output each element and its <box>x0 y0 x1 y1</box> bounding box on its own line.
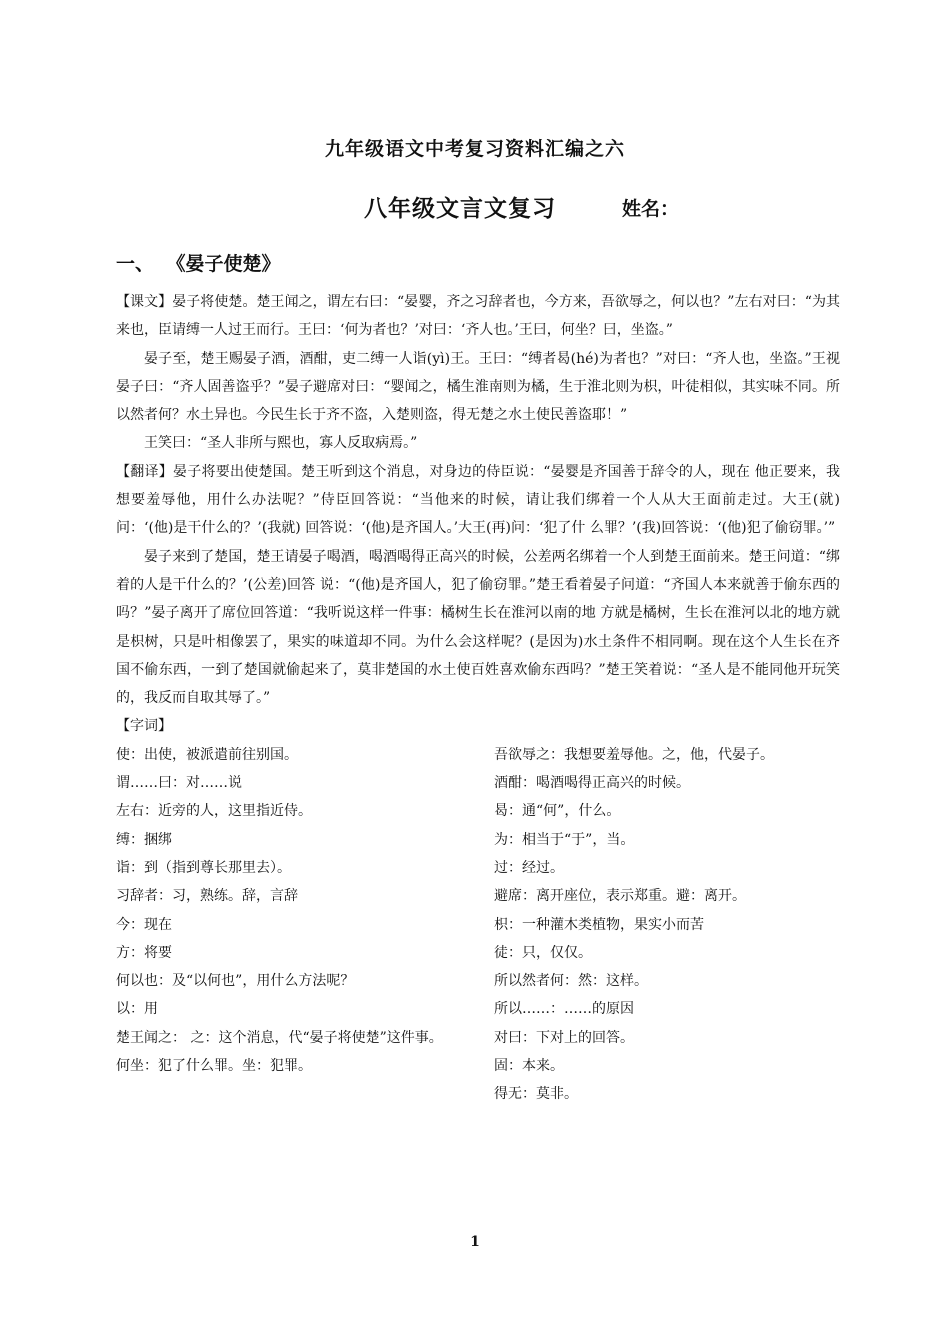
glossary-item: 徒：只，仅仅。 <box>494 944 592 961</box>
glossary-item: 枳：一种灌木类植物，果实小而苦 <box>494 916 704 933</box>
kewen-paragraph-3: 王笑曰：“圣人非所与熙也，寡人反取病焉。” <box>144 435 418 452</box>
glossary-item: 诣：到（指到尊长那里去）。 <box>116 859 291 876</box>
glossary-item: 何坐：犯了什么罪。坐：犯罪。 <box>116 1058 312 1075</box>
name-label: 姓名： <box>622 198 680 220</box>
glossary-item: 习辞者：习，熟练。辞，言辞 <box>116 888 298 905</box>
glossary-right-column <box>494 741 840 1109</box>
glossary-item: 左右：近旁的人，这里指近侍。 <box>116 803 312 820</box>
fanyi-label: 【翻译】 <box>116 463 173 480</box>
glossary-item: 对曰：下对上的回答。 <box>494 1029 634 1046</box>
section-heading <box>116 249 281 276</box>
zici-label: 【字词】 <box>116 718 172 735</box>
glossary-item: 今：现在 <box>116 916 172 933</box>
glossary-item: 使：出使，被派遣前往别国。 <box>116 746 298 763</box>
glossary-item: 酒酣：喝酒喝得正高兴的时候。 <box>494 775 690 792</box>
glossary-item: 所以然者何：然：这样。 <box>494 973 648 990</box>
glossary <box>116 741 840 1109</box>
glossary-item: 过：经过。 <box>494 859 564 876</box>
page-number: 1 <box>470 1234 480 1250</box>
glossary-item: 固：本来。 <box>494 1058 564 1075</box>
glossary-item: 所以……：……的原因 <box>494 1001 634 1018</box>
document-subtitle: 八年级文言文复习 <box>364 196 556 222</box>
glossary-item: 谓……曰：对……说 <box>116 775 242 792</box>
kewen-paragraph-1 <box>116 288 840 345</box>
glossary-item: 方：将要 <box>116 944 172 961</box>
glossary-item: 为：相当于“于”，当。 <box>494 831 635 848</box>
glossary-item: 曷：通“何”，什么。 <box>494 803 621 820</box>
glossary-item: 以：用 <box>116 1001 158 1018</box>
glossary-item: 得无：莫非。 <box>494 1086 578 1103</box>
section-title: 《晏子使楚》 <box>176 253 281 275</box>
document-body <box>116 288 840 1109</box>
glossary-item: 楚王闻之： 之：这个消息，代“晏子将使楚”这件事。 <box>116 1029 443 1046</box>
glossary-left-column <box>116 741 494 1109</box>
fanyi-text-1: 晏子将要出使楚国。楚王听到这个消息，对身边的侍臣说：“晏婴是齐国善于辞令的人，现在 他正要来，我想要羞辱他，用什么办法呢？”侍臣回答说：“当他来的时候，请让我们绑着一个人从大王面前走过。大王(就)问：‘(他)是干什么的？’(我就) 回答说：‘(他)是齐国人。’大王(再)问：‘犯了什 么罪？’(我)回答说：‘(他)犯了偷窃罪。’” <box>116 463 841 537</box>
glossary-item: 缚：捆绑 <box>116 831 172 848</box>
section-number: 一、 <box>116 253 155 275</box>
kewen-text-1: 晏子将使楚。楚王闻之，谓左右曰：“晏婴，齐之习辞者也，今方来，吾欲辱之，何以也？”左右对曰：“为其来也，臣请缚一人过王而行。王曰：‘何为者也？’对曰：‘齐人也。’王曰，何坐？曰，坐盗。” <box>116 294 840 339</box>
glossary-item: 吾欲辱之：我想要羞辱他。之，他，代晏子。 <box>494 746 774 763</box>
kewen-label: 【课文】 <box>116 294 173 310</box>
kewen-paragraph-2: 晏子至，楚王赐晏子酒，酒酣，吏二缚一人诣(yì)王。王曰：“缚者曷(hé)为者也？”对曰：“齐人也，坐盗。”王视晏子曰：“齐人固善盗乎？”晏子避席对曰：“婴闻之，橘生淮南则为橘，生于淮北则为枳，叶徒相似，其实味不同。所以然者何？水土异也。今民生长于齐不盗，入楚则盗，得无楚之水土使民善盗耶！” <box>116 350 840 424</box>
fanyi-paragraph-1 <box>116 458 840 543</box>
glossary-item: 何以也：及“以何也”，用什么方法呢？ <box>116 973 355 990</box>
fanyi-paragraph-2: 晏子来到了楚国，楚王请晏子喝酒，喝酒喝得正高兴的时候，公差两名绑着一个人到楚王面前来。楚王问道：“绑着的人是干什么的？’(公差)回答 说：“(他)是齐国人，犯了偷窃罪。”楚王看着晏子问道：“齐国人本来就善于偷东西的吗？”晏子离开了席位回答道：“我听说这样一件事：橘树生长在淮河以南的地 方就是橘树，生长在淮河以北的地方就是枳树，只是叶相像罢了，果实的味道却不同。为什么会这样呢？(是因为)水土条件不相同啊。现在这个人生长在齐国不偷东西，一到了楚国就偷起来了，莫非楚国的水土使百姓喜欢偷东西吗？”楚王笑着说：“圣人是不能同他开玩笑的，我反而自取其辱了。” <box>116 548 840 707</box>
glossary-item: 避席：离开座位，表示郑重。避：离开。 <box>494 888 746 905</box>
document-title: 九年级语文中考复习资料汇编之六 <box>324 138 625 160</box>
